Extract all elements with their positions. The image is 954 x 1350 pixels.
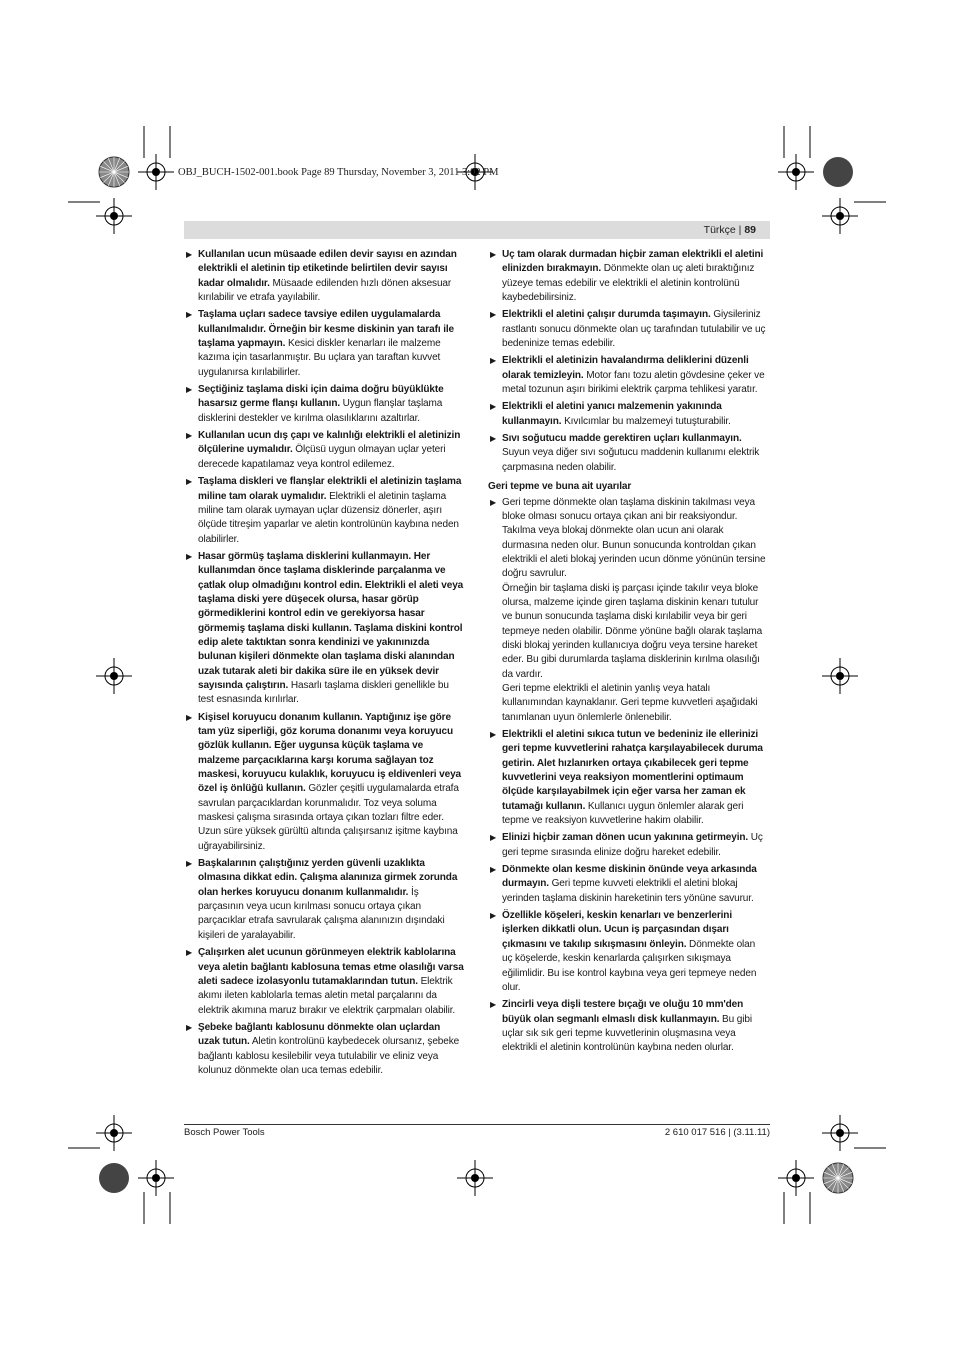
bullet-icon: ▶ — [186, 250, 193, 259]
print-slug: OBJ_BUCH-1502-001.book Page 89 Thursday, November 3, 2011 3:02 PM — [178, 167, 499, 178]
item-warning: Özellikle köşeleri, keskin kenarları ve benzerlerini işlerken dikkatli olun. Ucun iş parçasından dışarı çıkmasını ve takılıp sıkışmasını önleyin. — [502, 910, 732, 950]
item-warning: Seçtiğiniz taşlama diski için daima doğru büyüklükte hasarsız germe flanşı kullanın. — [198, 384, 444, 410]
safety-item — [488, 998, 768, 1055]
item-explanation: İş parçasının veya ucun kırılması sonucu ortaya çıkan parçacıklar etrafa savrularak çalışma alanınızın dışındaki kişileri de yaralayabilir. — [198, 886, 445, 941]
item-explanation: Hasarlı taşlama diskleri genellikle bu test esnasında kırılırlar. — [198, 679, 449, 706]
item-warning: Elektrikli el aletini çalışır durumda taşımayın. — [502, 309, 711, 321]
item-warning: Dönmekte olan kesme diskinin önünde veya arkasında durmayın. — [502, 864, 757, 890]
bullet-icon: ▶ — [186, 712, 193, 722]
bullet-icon: ▶ — [490, 730, 497, 739]
item-explanation: Giysileriniz rastlantı sonucu dönmekte olan uç tarafından tutulabilir ve uç bedeninize temas edebilir. — [502, 309, 766, 350]
item-warning: Kişisel koruyucu donanım kullanın. Yaptığınız işe göre tam yüz siperliği, göz koruma donanımı veya koruyucu gözlük kullanın. Eğer uygunsa küçük taşlama ve malzeme parçacıklarına karşı koruma sağlayan toz maskesi, koruyucu kulaklık, koruyucu iş eldivenleri veya özel iş önlüğü kullanın. — [198, 711, 462, 795]
header-text — [704, 224, 756, 236]
item-warning: Taşlama diskleri ve flanşlar elektrikli el aletinizin taşlama miline tam olarak uymalıdır. — [198, 476, 462, 502]
safety-item — [488, 432, 768, 475]
item-explanation: Geri tepme kuvveti elektrikli el aletini blokaj yerinden taşlama diskinin hareketinin ters yönüne savurur. — [502, 878, 754, 904]
bullet-icon: ▶ — [490, 250, 497, 259]
item-warning: Elektrikli el aletini sıkıca tutun ve bedeniniz ile ellerinizi geri tepme kuvvetlerini rahatça karşılayabilecek duruma getirin. Alet hızlanırken ortaya çıkabilecek geri tepme kuvvetlerini veya reaksiyon momentlerini optimaum ölçüde karşılayabilmek için eğer varsa her zaman ek tutamağı kullanın. — [502, 729, 763, 812]
item-explanation: Kıvılcımlar bu malzemeyi tutuşturabilir. — [561, 415, 731, 427]
safety-item — [184, 248, 464, 305]
bullet-icon: ▶ — [186, 859, 193, 869]
item-explanation: Kesici diskler kenarları ile malzeme kazıma için tasarlanmıştır. Bu uçlara yan taraftan kuvvet uygulanırsa kırılabilirler. — [198, 338, 441, 378]
safety-item — [488, 728, 768, 828]
bullet-icon: ▶ — [186, 948, 193, 958]
safety-item — [488, 308, 768, 351]
item-warning: Taşlama uçları sadece tavsiye edilen uygulamalarda kullanılmalıdır. Örneğin bir kesme diskinin yan tarafı ile taşlama yapmayın. — [198, 309, 455, 350]
item-explanation: Elektrik akımı ileten kablolarla temas aletin metal parçalarını da elektrik akımına maruz bırakır ve elektrik çarpmaları olabilir. — [198, 975, 456, 1016]
bullet-icon: ▶ — [186, 477, 193, 487]
kickback-intro-p2: Örneğin bir taşlama diski iş parçası içinde takılır veya bloke olursa, malzeme içinde giren taşlama diskinin kenarı tutulur ve bunun sonucunda taşlama diski kırılabilir veya bir geri tepmeye neden olabilir. Dönme yönüne bağlı olarak taşlama diski blokaj yerinden kullanıcıya doğru veya tersine hareket eder. Bu gibi durumlarda taşlama disklerinin kırılma olasılığı da vardır. — [502, 582, 763, 680]
item-explanation: Ölçüsü uygun olmayan uçlar yeteri derecede kapatılamaz veya kontrol edilemez. — [198, 444, 446, 470]
bullet-icon: ▶ — [186, 431, 193, 441]
safety-item — [488, 400, 768, 429]
kickback-intro-p1: Geri tepme dönmekte olan taşlama diskinin takılması veya bloke olması sonucu ortaya çıkan ani bir reaksiyondur. Takılma veya blokaj dönmekte olan ucun ani olarak durmasına neden olur. Bunun sonucunda kontroldan çıkan elektrikli el aleti blokaj yerinden ucun dönme yönünün tersine doğru savrulur. — [502, 496, 766, 580]
safety-item — [488, 831, 768, 860]
bullet-icon: ▶ — [490, 356, 497, 366]
item-explanation: Aletin kontrolünü kaybedecek olursanız, şebeke bağlantı kablosu kesilebilir veya tutulabilir ve eliniz veya kolunuz dönmekte olan uca temas edebilir. — [198, 1036, 460, 1076]
item-explanation: Motor fanı tozu aletin gövdesine çeker ve metal tozunun aşırı birikimi elektrik çarpma tehlikesi yaratır. — [502, 369, 765, 396]
item-warning: Çalışırken alet ucunun görünmeyen elektrik kablolarına veya aletin bağlantı kablosuna temas etme olasılığı varsa aleti sadece izolasyonlu tutamaklarından tutun. — [198, 947, 464, 987]
footer-doc-number: 2 610 017 516 | (3.11.11) — [664, 1127, 770, 1138]
bullet-icon: ▶ — [490, 497, 497, 507]
item-warning: Hasar görmüş taşlama disklerini kullanmayın. Her kullanımdan önce taşlama disklerinde parçalanma ve çatlak olup olmadığını kontrol edin. Elektrikli el aleti veya taşlama diski yere düşecek olursa, hasar görüp görmediklerini kontrol edin ve gerekiyorsa hasar görmemiş taşlama diski kullanın. Taşlama diskini kontrol edip alete taktıktan sonra kendinizi ve yakınınızda bulunan kişileri dönmekte olan taşlama diski alanından uzak tutarak aleti bir dakika süre ile en yüksek devir sayısında çalıştırın. — [198, 550, 464, 691]
safety-item — [488, 354, 768, 397]
left-column — [184, 248, 464, 1081]
header-language: Türkçe — [703, 224, 736, 236]
safety-item — [184, 308, 464, 380]
item-explanation: Gözler çeşitli uygulamalarda etrafa savrulan parçacıklardan korunmalıdır. Toz veya soluma maskesi çalışma sırasında ortaya çıkan tozları filtre eder. Uzun süre yüksek gürültü altında çalışırsanız işitme kaybına uğrayabilirsiniz. — [198, 783, 459, 852]
bullet-icon: ▶ — [186, 1022, 193, 1032]
item-explanation: Elektrikli el aletinin taşlama miline tam olarak uymayan uçlar düzensiz dönerler, aşırı ölçüde titreşim yaparlar ve aletin kontrolünün kaybına neden olabilirler. — [198, 490, 459, 545]
item-warning: Uç tam olarak durmadan hiçbir zaman elektrikli el aletini elinizden bırakmayın. — [502, 249, 764, 275]
item-warning: Şebeke bağlantı kablosunu dönmekte olan uçlardan uzak tutun. — [198, 1021, 441, 1048]
item-explanation: Dönmekte olan uç aleti bıraktığınız yüzeye temas edebilir ve elektrikli el aletinin kontrolünü kaybedebilirsiniz. — [502, 263, 755, 304]
item-explanation: Bu gibi uçlar sık sık geri tepme kuvvetlerinin oluşmasına veya elektrikli el aletinin kontrolünün kaybına neden olurlar. — [502, 1013, 752, 1054]
item-explanation: Kullanıcı uygun önlemler alarak geri tepme ve reaksiyon kuvvetlerine hakim olabilir. — [502, 800, 744, 827]
safety-item — [184, 857, 464, 943]
bullet-icon: ▶ — [490, 1000, 497, 1010]
safety-item — [184, 946, 464, 1018]
page-header — [184, 221, 770, 239]
item-warning: Başkalarının çalıştığınız yerden güvenli uzaklıkta olmasına dikkat edin. Çalışma alanınıza girmek zorunda olan herkes koruyucu donanım kullanmalıdır. — [198, 858, 458, 898]
kickback-intro-p3: Geri tepme elektrikli el aletinin yanlış veya hatalı kullanımından kaynaklanır. Geri tepme kuvvetleri aşağıdaki tanımlanan uyun önlemlerle önlenebilir. — [502, 682, 758, 723]
safety-item — [488, 248, 768, 305]
bullet-icon: ▶ — [186, 551, 193, 561]
item-explanation: Dönmekte olan uç köşelerde, keskin kenarlarda çalışırken sıkışmaya eğilimlidir. Bu ise kontrol kaybına veya geri tepmeye neden olur. — [502, 938, 757, 993]
footer-brand: Bosch Power Tools — [184, 1127, 265, 1138]
bullet-icon: ▶ — [490, 310, 497, 320]
bullet-icon: ▶ — [490, 434, 497, 444]
kickback-heading: Geri tepme ve buna ait uyarılar — [488, 481, 632, 493]
item-warning: Zincirli veya dişli testere bıçağı ve oluğu 10 mm'den büyük olan segmanlı elmaslı disk kullanmayın. — [502, 999, 744, 1025]
item-explanation: Suyun veya diğer sıvı soğutucu maddenin kullanımı elektrik çarpmasına neden olabilir. — [502, 447, 760, 473]
safety-item — [184, 711, 464, 854]
safety-item — [184, 429, 464, 472]
bullet-icon: ▶ — [490, 911, 497, 921]
bullet-icon: ▶ — [186, 310, 193, 320]
item-explanation: Müsaade edilenden hızlı dönen aksesuar kırılabilir ve etrafa yayılabilir. — [198, 277, 452, 304]
safety-item — [184, 383, 464, 426]
bullet-icon: ▶ — [490, 865, 497, 875]
page-number: 89 — [744, 224, 756, 236]
item-warning: Sıvı soğutucu madde gerektiren uçları kullanmayın. — [502, 433, 742, 445]
safety-item — [488, 863, 768, 906]
safety-item — [184, 1021, 464, 1078]
kickback-intro — [488, 496, 768, 726]
item-warning: Kullanılan ucun dış çapı ve kalınlığı elektrikli el aletinizin ölçülerine uymalıdır. — [198, 430, 461, 456]
safety-item — [488, 909, 768, 995]
right-column — [488, 248, 768, 1059]
item-explanation: Uç geri tepme sırasında elinize doğru hareket edebilir. — [502, 832, 763, 858]
footer-rule — [184, 1124, 770, 1125]
item-warning: Kullanılan ucun müsaade edilen devir sayısı en azından elektrikli el aletinin tip etiketinde belirtilen devir sayısı kadar olmalıdır. — [198, 249, 457, 289]
item-warning: Elektrikli el aletinizin havalandırma deliklerini düzenli olarak temizleyin. — [502, 355, 749, 381]
item-explanation: Uygun flanşlar taşlama disklerini destekler ve kırılma olasılıklarını azaltırlar. — [198, 398, 443, 424]
safety-item — [184, 550, 464, 708]
item-warning: Elinizi hiçbir zaman dönen ucun yakınına getirmeyin. — [502, 832, 749, 844]
safety-item — [184, 475, 464, 547]
bullet-icon: ▶ — [186, 385, 193, 395]
bullet-icon: ▶ — [490, 833, 497, 843]
bullet-icon: ▶ — [490, 402, 497, 412]
header-separator: | — [735, 224, 745, 236]
item-warning: Elektrikli el aletini yanıcı malzemenin yakınında kullanmayın. — [502, 401, 722, 427]
